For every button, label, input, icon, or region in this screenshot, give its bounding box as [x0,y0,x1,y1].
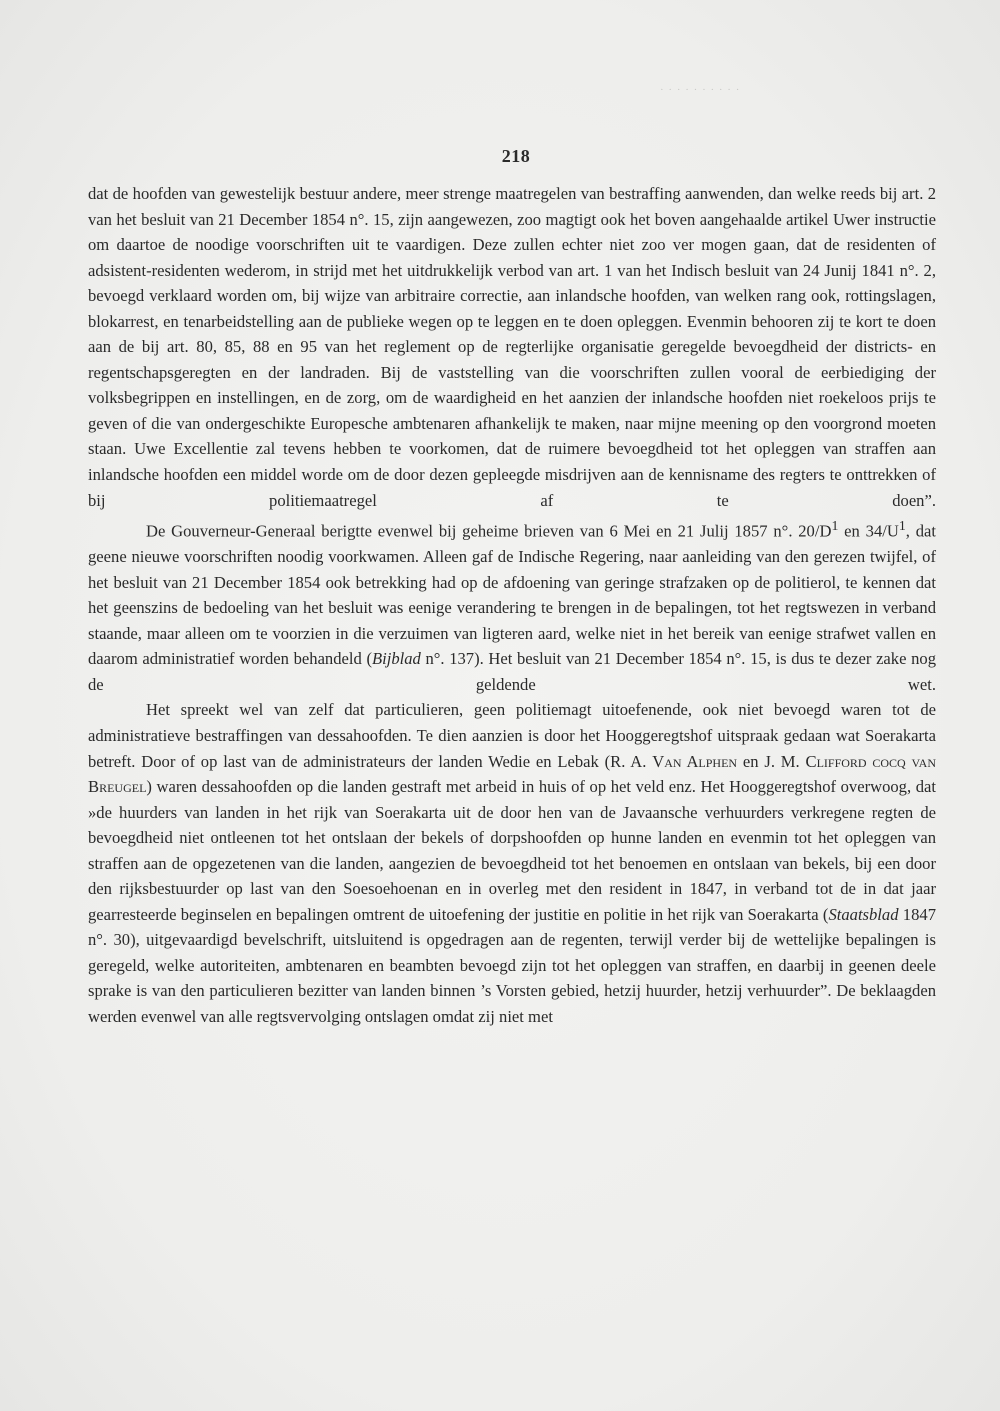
superscript-1: 1 [831,518,839,534]
paragraph-2-part-3: , dat geene nieuwe voorschriften noodig voorkwamen. Alleen gaf de Indische Regering, naar aanleiding van den gerezen twijfel, of het besluit van 21 December 1854 ook betrekking had op de afdoening van geringe strafzaken op de politierol, te kennen dat het geenszins de bedoeling van het besluit was eenige verandering te brengen in de bepalingen, tot het regtswezen in verband staande, maar alleen om te voorzien in die verzuimen van ligteren aard, welke niet in het bereik van eenige strafwet vallen en daarom administratief worden behandeld ( [88,521,936,669]
paragraph-3-part-1: Het spreekt wel van zelf dat particulieren, geen politiemagt uitoefenende, ook niet bevoegd waren tot de administratieve bestraffingen van dessahoofden. Te dien aanzien is door het Hooggeregtshof uitspraak gedaan wat Soerakarta betreft. Door of op last van de administrateurs der landen Wedie en Lebak (R. A. [88,700,936,771]
faint-header-mark: · · · · · · · · · · [660,84,741,96]
paragraph-1: dat de hoofden van gewestelijk bestuur andere, meer strenge maatregelen van bestraffing aanwenden, dan welke reeds bij art. 2 van het besluit van 21 December 1854 n°. 15, zijn aangewezen, zoo magtigt ook het boven aangehaalde artikel Uwer instructie om daartoe de noodige voorschriften uit te vaardigen. Deze zullen echter niet zoo ver mogen gaan, dat de residenten of adsistent-residenten wederom, in strijd met het uitdrukkelijk verbod van art. 1 van het Indisch besluit van 24 Junij 1841 n°. 2, bevoegd verklaard worden om, bij wijze van arbitraire correctie, aan inlandsche hoofden, van welken rang ook, rottingslagen, blokarrest, en tenarbeidstelling aan de publieke wegen op te leggen en te doen opleggen. Evenmin behooren zij te kort te doen aan de bij art. 80, 85, 88 en 95 van het reglement op de regterlijke organisatie geregelde bevoegdheid der districts- en regentschapsgeregten en der landraden. Bij de vaststelling van die voorschriften zullen vooral de eerbiediging der volksbegrippen en instellingen, en de zorg, om de waardigheid en het aanzien der inlandsche hoofden niet roekeloos prijs te geven of die van ondergeschikte Europesche ambtenaren afhankelijk te maken, naar mijne meening op den voorgrond moeten staan. Uwe Excellentie zal tevens hebben te voorkomen, dat de ruimere bevoegdheid tot het opleggen van straffen aan inlandsche hoofden een middel worde om de door dezen gepleegde misdrijven aan de kennisname des regters te onttrekken of bij politiemaatregel af te doen”. [88,184,936,510]
staatsblad-citation: Staatsblad [828,904,899,924]
page-number: 218 [501,146,531,166]
paragraph-3-part-3: ) waren dessahoofden op die landen gestraft met arbeid in huis of op het veld enz. Het Hooggeregtshof overwoog, dat »de huurders van landen in het rijk van Soerakarta uit de door hen van de Javaansche verhuurders verkregene regten de bevoegdheid niet ontleenen tot het ontslaan der bekels of dorpshoofden op hunne landen en evenmin tot het opleggen van straffen aan de opgezetenen van die landen, aangezien de bevoegdheid tot het benoemen en ontslaan van bekels, bij een door den rijksbestuurder op last van den Soesoehoenan en in overleg met den resident in 1847, in verband tot de in dat jaar gearresteerde beginselen en bepalingen omtrent de uitoefening der justitie en politie in het rijk van Soerakarta ( [88,777,936,924]
paragraph-2-part-4: n°. 137). Het besluit van 21 December 1854 n°. 15, is dus te dezer zake nog de geldende wet. [88,649,936,694]
paragraph-2 [88,513,936,697]
paragraph-3-part-2: en J. M. [737,751,806,771]
body-text [88,181,936,1030]
paragraph-3-part-4: 1847 n°. 30), uitgevaardigd bevelschrift, uitsluitend is opgedragen aan de regenten, terwijl verder bij de wettelijke bepalingen is geregeld, welke autoriteiten, ambtenaren en beambten bevoegd zijn tot het opleggen van straffen, en daarbij in geenen deele sprake is van den particulieren bezitter van landen binnen ’s Vorsten gebied, hetzij huurder, hetzij verhuurder”. De beklaagden werden evenwel van alle regtsvervolging ontslagen omdat zij niet met [88,904,936,1027]
name-van-alphen: Van Alphen [652,751,738,771]
bijblad-citation: Bijblad [371,649,421,669]
paragraph-2-part-1: De Gouverneur-Generaal berigtte evenwel bij geheime brieven van 6 Mei en 21 Julij 1857 n°. 20/D [146,521,832,541]
superscript-2: 1 [898,518,906,534]
paragraph-3 [88,697,936,1029]
name-clifford-cocq-van-breugel: Clifford cocq van Breugel [88,751,936,797]
paragraph-2-part-2: en 34/U [838,521,899,541]
